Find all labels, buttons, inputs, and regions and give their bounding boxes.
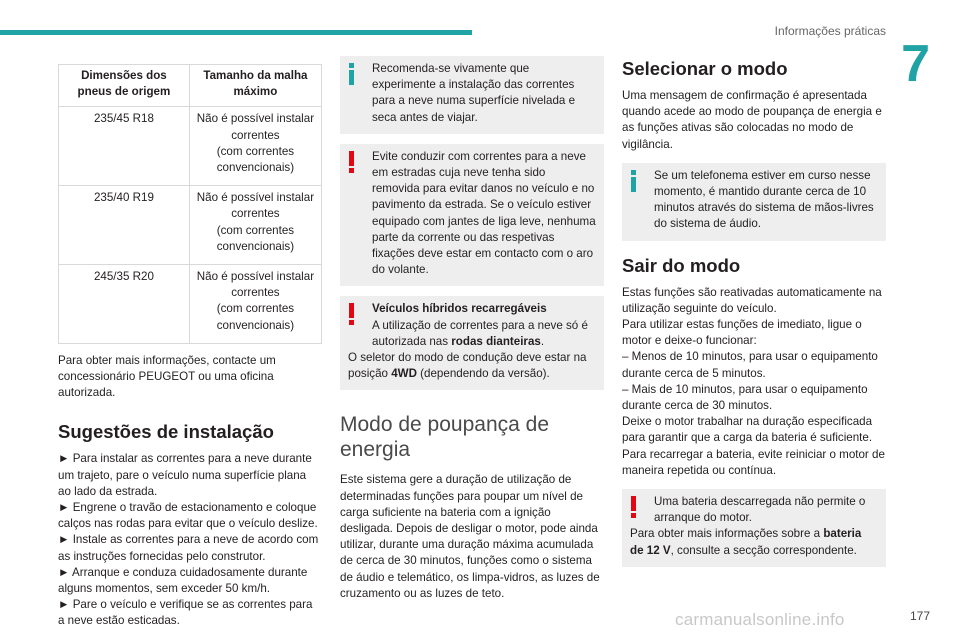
- tire-dimensions-table: [58, 64, 322, 344]
- exit-mode-heading: Sair do modo: [622, 254, 741, 276]
- exit-mode-text: Para utilizar estas funções de imediato, ligue o motor e deixe-o funcionar:: [622, 318, 862, 348]
- energy-saving-text: Este sistema gere a duração de utilização de determinadas funções para poupar um nível de carga suficiente na bateria com a ignição desligada. Depois de desligar o motor, pode ainda utilizar, durante uma duração máxima acumulada de cerca de 30 minutos, funções como o sistema de áudio e telemático, os limpa-vidros, as luzes de cruzamento ou as luzes de teto.: [340, 473, 600, 600]
- watermark: carmanualsonline.info: [675, 610, 845, 629]
- hybrid-text-part: (dependendo da versão).: [416, 367, 550, 381]
- hybrid-mode-text: [348, 350, 596, 382]
- battery-warning-box: [622, 489, 886, 567]
- hybrid-text-part: .: [540, 334, 545, 348]
- hybrid-text-part: O seletor do modo de condução deve estar na posição: [348, 351, 587, 381]
- energy-saving-heading: Modo de poupança de energia: [340, 413, 550, 462]
- exit-mode-text: Deixe o motor trabalhar na duração especificada para garantir que a carga da bateria é suficiente.: [622, 415, 873, 445]
- column-3: [622, 56, 886, 577]
- column-1: [58, 64, 322, 630]
- contact-dealer-text: Para obter mais informações, contacte um concessionário PEUGEOT ou uma oficina autorizada.: [58, 353, 276, 400]
- section-title: Informações práticas: [774, 24, 886, 38]
- page-number: 177: [909, 609, 930, 623]
- info-box-text: Recomenda-se vivamente que experimente a instalação das correntes para a neve numa superfície nivelada e seca antes de viajar.: [372, 62, 576, 124]
- mesh-size-cell: [189, 265, 321, 344]
- exit-mode-text: – Menos de 10 minutos, para usar o equipamento durante cerca de 5 minutos.: [622, 350, 878, 380]
- tire-size-cell: 245/35 R20: [59, 265, 190, 344]
- 4wd-emphasis: 4WD: [391, 367, 417, 381]
- hybrid-text-part: A utilização de correntes para a neve só é autorizada nas: [372, 318, 588, 348]
- mesh-note: Não é possível instalar correntes: [196, 191, 315, 221]
- mesh-note: Não é possível instalar correntes: [196, 112, 315, 142]
- battery-warning-lead: Uma bateria descarregada não permite o arranque do motor.: [654, 495, 866, 525]
- hybrid-warning-title: Veículos híbridos recarregáveis: [372, 302, 547, 316]
- hybrid-warning-text: [348, 318, 596, 350]
- battery-text-part: Para obter mais informações sobre a: [630, 527, 824, 541]
- install-step: ► Engrene o travão de estacionamento e coloque calços nas rodas para evitar que o veículo deslize.: [58, 501, 318, 531]
- column-2: [340, 56, 604, 602]
- exit-mode-text: Estas funções são reativadas automaticamente na utilização seguinte do veículo.: [622, 285, 882, 315]
- install-step: ► Pare o veículo e verifique se as correntes para a neve estão esticadas.: [58, 598, 313, 628]
- battery-text-part: , consulte a secção correspondente.: [670, 543, 857, 557]
- select-mode-heading: Selecionar o modo: [622, 58, 788, 79]
- warning-icon: [346, 151, 356, 173]
- install-step: ► Arranque e conduza cuidadosamente durante alguns momentos, sem exceder 50 km/h.: [58, 565, 308, 596]
- battery-12v-emphasis: bateria de 12 V: [630, 527, 862, 557]
- info-icon: [628, 170, 638, 192]
- warning-icon: [346, 303, 356, 325]
- table-header-row: [59, 65, 322, 107]
- mesh-note-detail: (com correntes convencionais): [216, 144, 295, 175]
- mesh-note-detail: (com correntes convencionais): [216, 302, 295, 332]
- warning-box: [340, 144, 604, 287]
- battery-warning-text: [630, 526, 878, 558]
- table-header-tire-size: Dimensões dos pneus de origem: [59, 65, 190, 107]
- exit-mode-text: Para recarregar a bateria, evite reiniciar o motor de maneira repetida ou contínua.: [622, 447, 885, 477]
- info-box: [622, 163, 886, 241]
- front-wheels-emphasis: rodas dianteiras: [451, 334, 541, 348]
- header-accent-bar: [0, 30, 472, 35]
- install-tips-heading: Sugestões de instalação: [58, 421, 274, 443]
- mesh-note: Não é possível instalar correntes: [196, 270, 315, 300]
- chapter-number: 7: [901, 35, 930, 93]
- info-box-text: Se um telefonema estiver em curso nesse momento, é mantido durante cerca de 10 minutos através do sistema de mãos-livres do sistema de áudio.: [654, 168, 874, 231]
- select-mode-text: Uma mensagem de confirmação é apresentada quando acede ao modo de poupança de energia e as funções ativas são colocadas no modo de vigilância.: [622, 89, 882, 151]
- install-step: ► Instale as correntes para a neve de acordo com as instruções fornecidas pelo construtor.: [58, 533, 319, 563]
- info-box: [340, 56, 604, 134]
- warning-box-text: Evite conduzir com correntes para a neve em estradas cuja neve tenha sido removida para evitar danos no veículo e no pavimento da estrada. Se o veículo estiver equipado com jantes de liga leve, nenhuma parte da corrente ou das respetivas fixações deve estar em contacto com o aro do volante.: [372, 149, 596, 277]
- mesh-size-cell: [189, 107, 321, 186]
- mesh-size-cell: [189, 186, 321, 265]
- tire-size-cell: 235/40 R19: [59, 186, 190, 265]
- table-row: [59, 265, 322, 344]
- table-header-mesh-size: Tamanho da malha máximo: [189, 65, 321, 107]
- hybrid-warning-box: [340, 296, 604, 390]
- install-step: ► Para instalar as correntes para a neve durante um trajeto, pare o veículo numa superfície plana ao lado da estrada.: [58, 452, 312, 498]
- exit-mode-text: – Mais de 10 minutos, para usar o equipamento durante cerca de 30 minutos.: [622, 382, 868, 413]
- warning-icon: [628, 496, 638, 518]
- table-row: [59, 186, 322, 265]
- table-row: [59, 107, 322, 186]
- tire-size-cell: 235/45 R18: [59, 107, 190, 186]
- mesh-note-detail: (com correntes convencionais): [216, 223, 295, 253]
- info-icon: [346, 63, 356, 85]
